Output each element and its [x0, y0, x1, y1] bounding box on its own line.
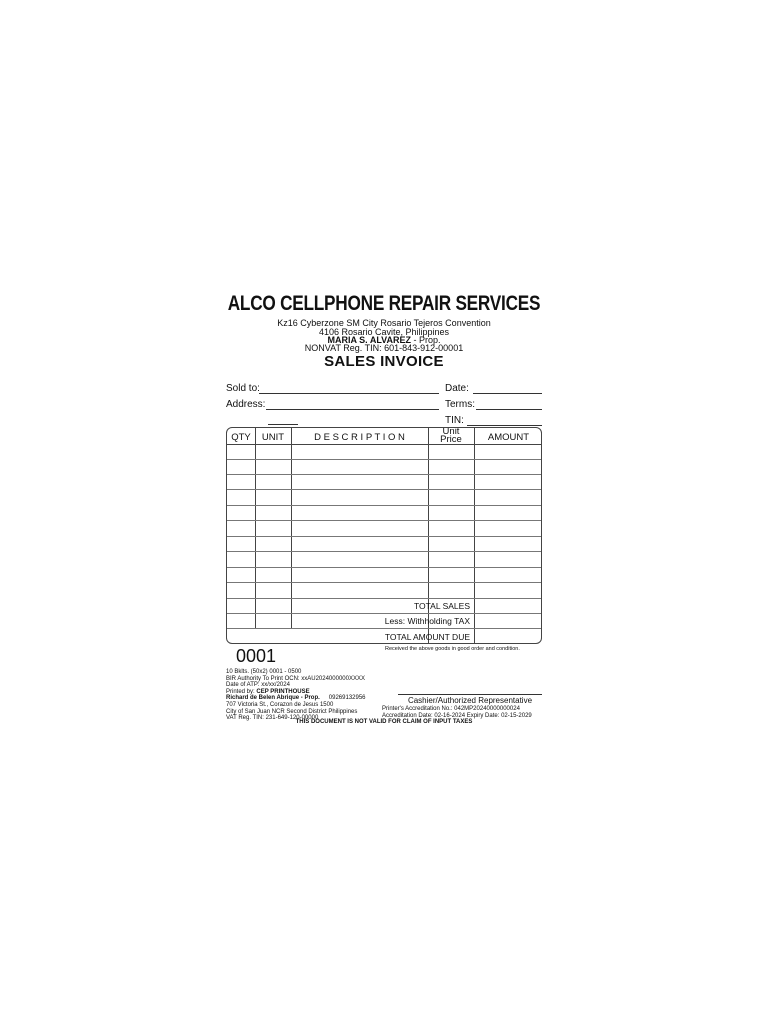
printer-printed-by-prefix: Printed by: — [226, 688, 257, 695]
row-line — [227, 489, 541, 490]
printer-phone: 09269132956 — [328, 695, 366, 702]
row-line — [227, 551, 541, 552]
total-sales-label: TOTAL SALES — [413, 601, 470, 611]
col-header-unit: UNIT — [261, 432, 285, 443]
tin-field[interactable] — [467, 425, 542, 426]
row-line — [227, 628, 541, 629]
invoice-title: SALES INVOICE — [324, 353, 444, 370]
line-items-table — [226, 427, 542, 644]
terms-field[interactable] — [476, 409, 542, 410]
total-amount-due-label: TOTAL AMOUNT DUE — [384, 632, 470, 642]
row-line — [227, 598, 541, 599]
cashier-label: Cashier/Authorized Representative — [407, 696, 533, 705]
row-line — [227, 613, 541, 614]
address-field[interactable] — [266, 409, 439, 410]
row-line — [227, 520, 541, 521]
proprietor-name: MARIA S. ALVAREZ — [327, 335, 411, 345]
printer-accreditation-no: Printer's Accreditation No.: 042MP20240000000024 — [382, 706, 520, 712]
company-address-line-1: Kz16 Cyberzone SM City Rosario Tejeros Convention — [277, 318, 491, 328]
company-address-line-2: 4106 Rosario Cavite, Philippines — [318, 327, 450, 337]
col-header-qty: QTY — [231, 432, 251, 443]
address-continuation-line — [268, 424, 298, 425]
sold-to-field[interactable] — [259, 393, 439, 394]
withholding-tax-label: Less: Withholding TAX — [384, 616, 470, 626]
received-note: Received the above goods in good order and condition. — [385, 646, 520, 652]
col-header-amount: AMOUNT — [487, 432, 530, 443]
serial-number: 0001 — [236, 646, 277, 666]
date-field[interactable] — [473, 393, 542, 394]
printer-street: 707 Victoria St., Corazon de Jesus 1500 — [226, 701, 334, 708]
company-tin: NONVAT Reg. TIN: 601-843-912-00001 — [304, 343, 464, 353]
sold-to-label: Sold to: — [226, 383, 260, 394]
row-line — [227, 536, 541, 537]
accreditation-dates: Accreditation Date: 02-16-2024 Expiry Date: 02-15-2029 — [382, 713, 532, 719]
printer-atp-date: Date of ATP: xx/xx/2024 — [226, 682, 290, 689]
printer-printed-by — [226, 689, 366, 696]
header-divider — [227, 444, 541, 445]
printer-name: CEP PRINTHOUSE — [256, 688, 310, 695]
printer-info — [226, 669, 366, 722]
col-header-unit-price — [428, 428, 474, 444]
footer-disclaimer: THIS DOCUMENT IS NOT VALID FOR CLAIM OF INPUT TAXES — [295, 719, 473, 725]
row-line — [227, 582, 541, 583]
col-header-description: D E S C R I P T I O N — [314, 432, 405, 443]
printer-proprietor — [226, 695, 366, 702]
col-header-unit-price-1: Unit — [442, 427, 460, 437]
printer-vat-tin: VAT Reg. TIN: 231-649-120-00000 — [226, 715, 319, 722]
terms-label: Terms: — [445, 399, 475, 410]
date-label: Date: — [445, 383, 469, 394]
printer-booklets: 10 Bklts. (50x2) 0001 - 0500 — [226, 669, 302, 675]
printer-atp-ocn: BIR Authority To Print OCN: xxAU2024000000XXXX — [226, 675, 365, 682]
col-header-unit-price-2: Price — [440, 434, 462, 445]
printer-proprietor-name: Richard de Belen Abrique - Prop. — [226, 695, 320, 702]
row-line — [227, 567, 541, 568]
company-name: ALCO CELLPHONE REPAIR SERVICES — [227, 292, 541, 315]
printer-city: City of San Juan NCR Second District Philippines — [226, 708, 358, 715]
cashier-signature-line[interactable] — [398, 694, 542, 695]
row-line — [227, 505, 541, 506]
address-label: Address: — [226, 399, 266, 410]
proprietor-suffix: - Prop. — [410, 335, 441, 345]
row-line — [227, 459, 541, 460]
tin-label: TIN: — [445, 415, 464, 426]
row-line — [227, 474, 541, 475]
